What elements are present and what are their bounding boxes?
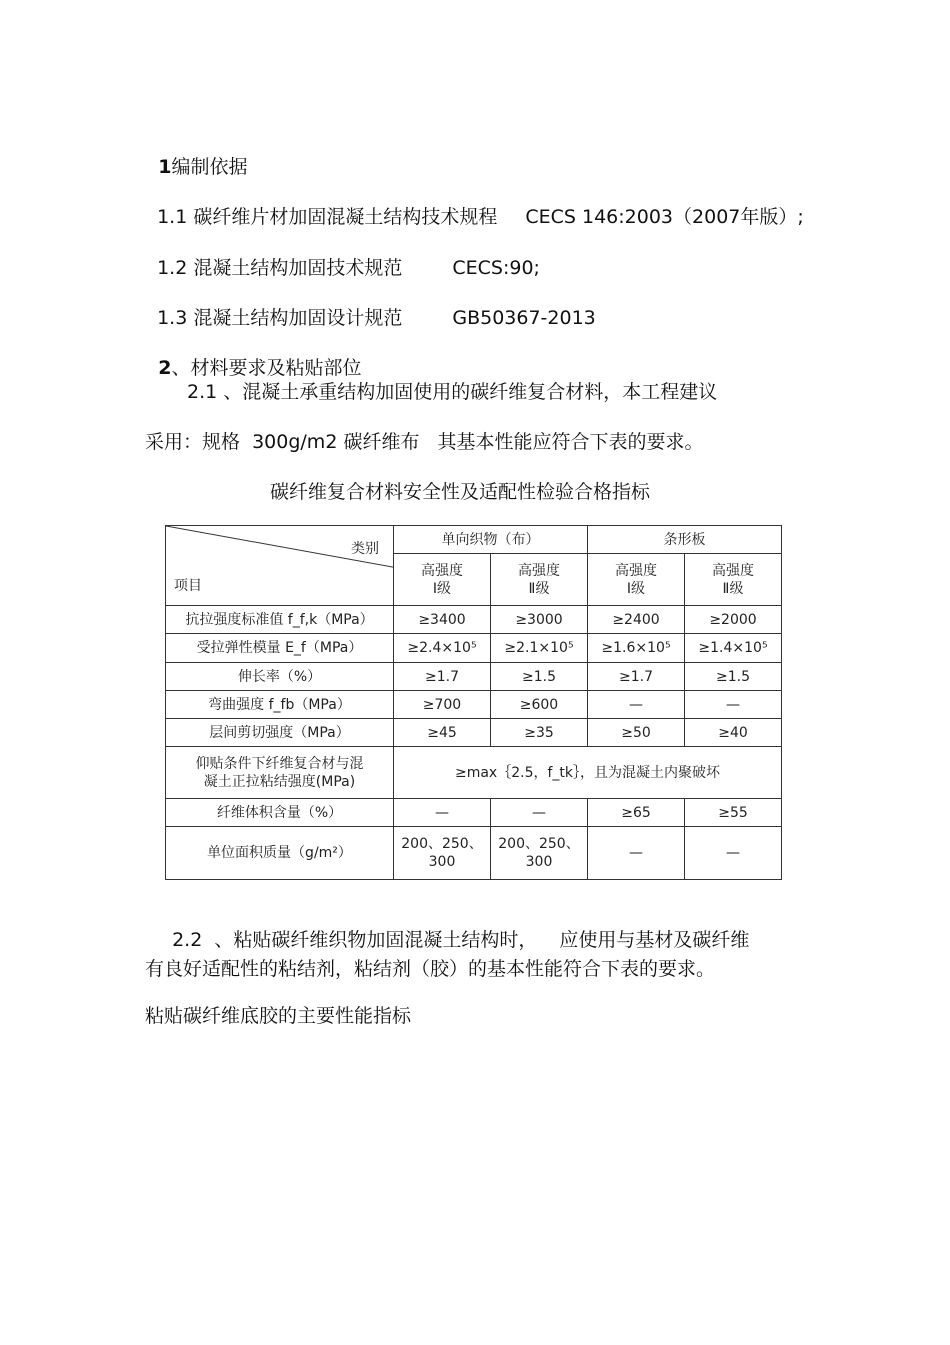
reference-title: 1.3 混凝土结构加固设计规范 [157, 307, 403, 329]
table-cell: ≥40 [685, 719, 782, 747]
sub-header: 高强度 Ⅰ级 [588, 554, 685, 606]
table-cell: ≥35 [491, 719, 588, 747]
table-cell: ≥600 [491, 691, 588, 719]
table-cell: ≥65 [588, 799, 685, 827]
paragraph-2-2-line-3: 粘贴碳纤维底胶的主要性能指标 [145, 1005, 412, 1027]
row-label: 受拉弹性模量 E_f（MPa） [166, 634, 394, 663]
row-label: 纤维体积含量（%） [166, 799, 394, 827]
table-cell: ≥1.4×10⁵ [685, 634, 782, 663]
sub-header: 高强度 Ⅰ级 [394, 554, 491, 606]
section-title-text: 编制依据 [171, 156, 248, 178]
section-number: 1 [158, 156, 172, 178]
row-label: 弯曲强度 f_fb（MPa） [166, 691, 394, 719]
table-cell: — [588, 827, 685, 880]
table-corner-header [166, 526, 394, 606]
table-cell: ≥1.5 [491, 663, 588, 691]
reference-code: CECS:90; [452, 257, 540, 279]
table-cell: ≥55 [685, 799, 782, 827]
table-cell: ≥1.7 [588, 663, 685, 691]
section-number: 2 [158, 357, 172, 379]
table-row [166, 634, 782, 663]
row-label: 伸长率（%） [166, 663, 394, 691]
paragraph-2-1-line-1: 2.1 、混凝土承重结构加固使用的碳纤维复合材料，本工程建议 [187, 381, 718, 403]
section-1-title [145, 131, 247, 179]
paragraph-2-2-line-1 [160, 904, 749, 952]
table-cell: ≥2400 [588, 606, 685, 634]
merged-cell: ≥max｛2.5，f_tk｝，且为混凝土内聚破坏 [394, 747, 782, 799]
reference-title: 1.2 混凝土结构加固技术规范 [157, 257, 403, 279]
corner-category-label: 类别 [351, 541, 379, 557]
table-cell: ≥2.1×10⁵ [491, 634, 588, 663]
row-label: 仰贴条件下纤维复合材与混 凝土正拉粘结强度(MPa) [166, 747, 394, 799]
table-cell: ≥1.7 [394, 663, 491, 691]
paragraph-text: 应使用与基材及碳纤维 [559, 929, 750, 951]
reference-3 [145, 282, 596, 330]
table-cell: ≥2000 [685, 606, 782, 634]
row-label: 层间剪切强度（MPa） [166, 719, 394, 747]
paragraph-2-1-line-2: 采用：规格 300g/m2 碳纤维布 其基本性能应符合下表的要求。 [145, 431, 704, 453]
table-cell: ≥50 [588, 719, 685, 747]
carbon-fiber-spec-table [165, 525, 782, 880]
table-cell: ≥45 [394, 719, 491, 747]
table-row [166, 719, 782, 747]
table-row [166, 691, 782, 719]
table-row [166, 799, 782, 827]
reference-code: GB50367-2013 [452, 307, 596, 329]
table-row [166, 606, 782, 634]
table-cell: — [685, 827, 782, 880]
table-cell: 200、250、 300 [491, 827, 588, 880]
table-cell: — [491, 799, 588, 827]
row-label: 单位面积质量（g/m²） [166, 827, 394, 880]
table-row [166, 747, 782, 799]
corner-item-label: 项目 [174, 578, 202, 594]
row-label: 抗拉强度标准值 f_f,k（MPa） [166, 606, 394, 634]
reference-1 [145, 181, 804, 229]
table-cell: ≥1.5 [685, 663, 782, 691]
section-title-text: 、材料要求及粘贴部位 [171, 357, 362, 379]
table-cell: — [588, 691, 685, 719]
table-cell: ≥1.6×10⁵ [588, 634, 685, 663]
table-cell: 200、250、 300 [394, 827, 491, 880]
reference-2 [145, 232, 540, 280]
table-cell: ≥3400 [394, 606, 491, 634]
group-header-plate: 条形板 [588, 526, 782, 554]
table-caption: 碳纤维复合材料安全性及适配性检验合格指标 [269, 481, 650, 503]
section-2-title [145, 332, 361, 380]
table-row [166, 663, 782, 691]
table-cell: ≥2.4×10⁵ [394, 634, 491, 663]
table-cell: — [394, 799, 491, 827]
paragraph-2-2-line-2: 有良好适配性的粘结剂，粘结剂（胶）的基本性能符合下表的要求。 [145, 958, 716, 980]
reference-title: 1.1 碳纤维片材加固混凝土结构技术规程 [157, 206, 498, 228]
paragraph-text: 2.2 、粘贴碳纤维织物加固混凝土结构时， [172, 929, 538, 951]
reference-code: CECS 146:2003（2007年版）; [525, 206, 804, 228]
table-row [166, 827, 782, 880]
table-cell: ≥3000 [491, 606, 588, 634]
sub-header: 高强度 Ⅱ级 [491, 554, 588, 606]
sub-header: 高强度 Ⅱ级 [685, 554, 782, 606]
group-header-fabric: 单向织物（布） [394, 526, 588, 554]
table-cell: ≥700 [394, 691, 491, 719]
table-cell: — [685, 691, 782, 719]
